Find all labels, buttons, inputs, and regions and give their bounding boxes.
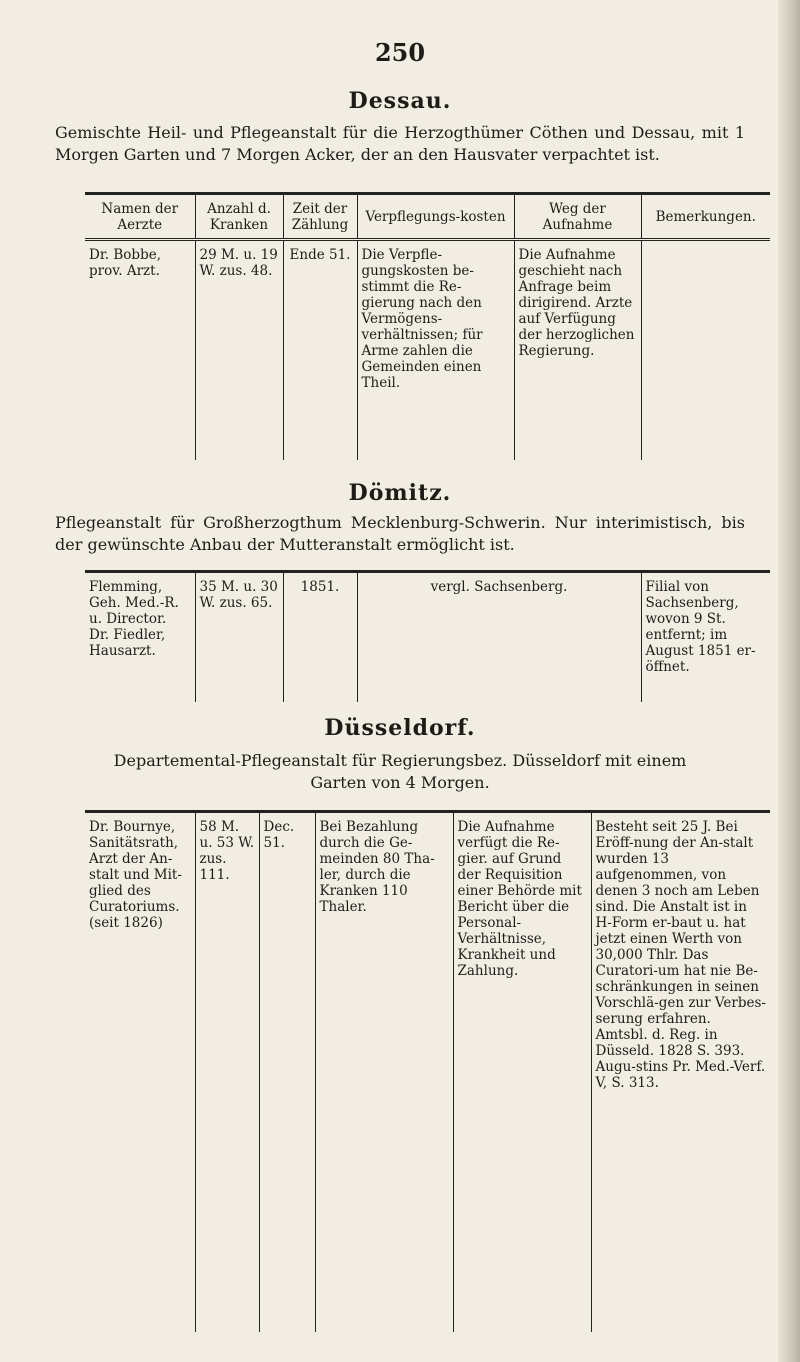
table-duesseldorf xyxy=(85,810,770,1332)
cell-remarks: Filial von Sachsenberg, wovon 9 St. entfernt; im August 1851 er-öffnet. xyxy=(641,572,770,702)
table-dessau xyxy=(85,192,770,460)
cell-admission: Die Aufnahme verfügt die Re-gier. auf Grund der Requisition einer Behörde mit Bericht über die Personal-Verhältnisse, Krankheit und Zahlung. xyxy=(453,812,591,1332)
cell-name: Dr. Bobbe, prov. Arzt. xyxy=(89,247,161,279)
header-remarks: Bemerkungen. xyxy=(641,194,770,240)
header-count: Anzahl d. Kranken xyxy=(195,194,283,240)
cell-time: Dec. 51. xyxy=(259,812,315,1332)
header-time: Zeit der Zählung xyxy=(283,194,357,240)
cell-remarks xyxy=(641,240,770,460)
cell-name: Flemming, Geh. Med.-R. u. Director. Dr. Fiedler, Hausarzt. xyxy=(89,579,179,659)
cell-time: Ende 51. xyxy=(283,240,357,460)
section-intro-doemitz: Pflegeanstalt für Großherzogthum Mecklenburg-Schwerin. Nur interimistisch, bis der gewünschte Anbau der Mutteranstalt ermöglicht ist. xyxy=(55,513,745,554)
section-intro-dessau: Gemischte Heil- und Pflegeanstalt für die Herzogthümer Cöthen und Dessau, mit 1 Morgen Garten und 7 Morgen Acker, der an den Hausvater verpachtet ist. xyxy=(55,123,745,164)
cell-costs: Die Verpfle-gungskosten be-stimmt die Re-gierung nach den Vermögens-verhältnissen; für Arme zahlen die Gemeinden einen Theil. xyxy=(357,240,514,460)
table-header-row xyxy=(85,194,770,240)
cell-time: 1851. xyxy=(283,572,357,702)
section-intro-duesseldorf xyxy=(55,750,745,794)
cell-count: 35 M. u. 30 W. zus. 65. xyxy=(195,572,283,702)
section-heading-doemitz: Dömitz. xyxy=(348,480,452,506)
page-edge-shadow xyxy=(778,0,800,1362)
table-row xyxy=(85,572,770,702)
table-row xyxy=(85,812,770,1332)
cell-admission: Die Aufnahme geschieht nach Anfrage beim dirigirend. Arzte auf Verfügung der herzoglichen Regierung. xyxy=(514,240,641,460)
intro-line-2: Garten von 4 Morgen. xyxy=(310,773,490,792)
intro-line-1: Departemental-Pflegeanstalt für Regierungsbez. Düsseldorf mit einem xyxy=(113,751,687,770)
cell-costs: Bei Bezahlung durch die Ge-meinden 80 Tha-ler, durch die Kranken 110 Thaler. xyxy=(315,812,453,1332)
section-heading-duesseldorf: Düsseldorf. xyxy=(324,715,476,741)
table-doemitz xyxy=(85,570,770,702)
page-number: 250 xyxy=(374,38,426,67)
cell-remarks: Besteht seit 25 J. Bei Eröff-nung der An-stalt wurden 13 aufgenommen, von denen 3 noch am Leben sind. Die Anstalt ist in H-Form er-baut u. hat jetzt einen Werth von 30,000 Thlr. Das Curatori-um hat nie Be-schränkungen in seinen Vorschlä-gen zur Verbes-serung erfahren. Amtsbl. d. Reg. in Düsseld. 1828 S. 393. Augu-stins Pr. Med.-Verf. V, S. 313. xyxy=(591,812,770,1332)
cell-count: 58 M. u. 53 W. zus. 111. xyxy=(195,812,259,1332)
table-row xyxy=(85,240,770,460)
header-admission: Weg der Aufnahme xyxy=(514,194,641,240)
header-name: Namen der Aerzte xyxy=(85,194,195,240)
section-heading-dessau: Dessau. xyxy=(348,88,452,114)
cell-name: Dr. Bournye, Sanitätsrath, Arzt der An-stalt und Mit-glied des Curatoriums. (seit 1826) xyxy=(89,819,182,931)
cell-count: 29 M. u. 19 W. zus. 48. xyxy=(195,240,283,460)
header-costs: Verpflegungs-kosten xyxy=(357,194,514,240)
cell-costs-admission: vergl. Sachsenberg. xyxy=(357,572,641,702)
